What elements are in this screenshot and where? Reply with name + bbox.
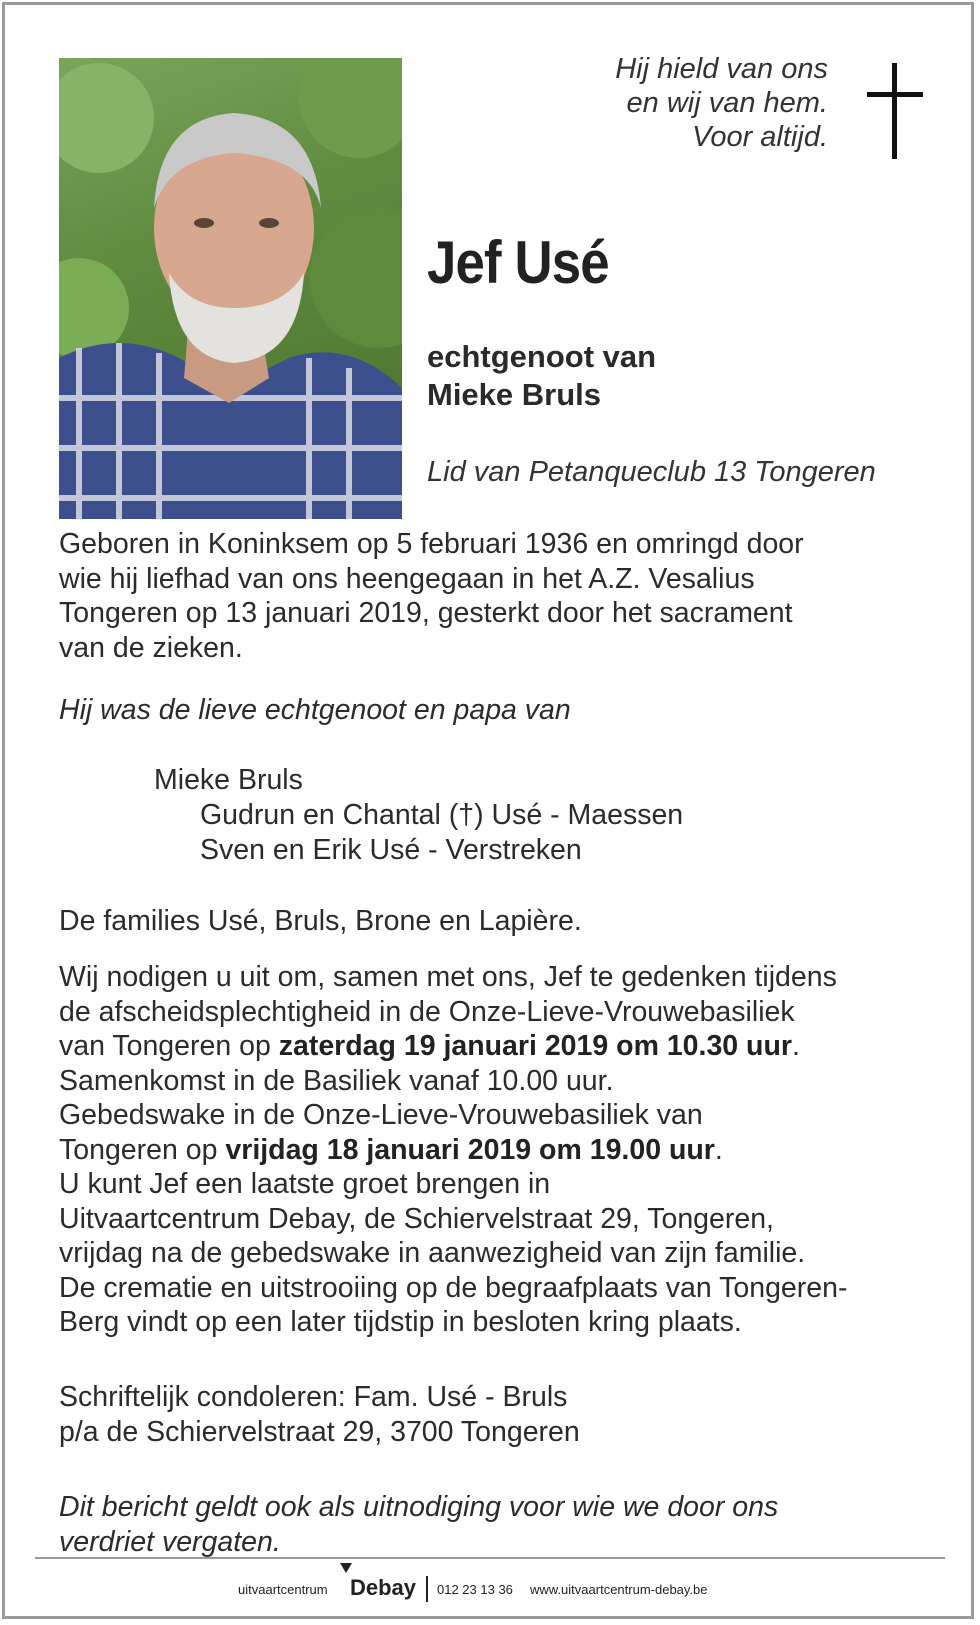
text-span: . — [714, 1133, 723, 1166]
club-membership: Lid van Petanqueclub 13 Tongeren — [427, 456, 876, 488]
cross-icon — [867, 63, 923, 159]
motto-line: Voor altijd. — [692, 121, 828, 153]
text-line: Uitvaartcentrum Debay, de Schiervelstraat 29, Tongeren, — [59, 1202, 774, 1235]
text-line: de afscheidsplechtigheid in de Onze-Lieve-Vrouwebasiliek — [59, 995, 795, 1028]
footer-divider — [35, 1557, 945, 1559]
text-line: Geboren in Koninksem op 5 februari 1936 en omringd door — [59, 528, 804, 560]
website-link[interactable]: www.uitvaartcentrum-debay.be — [530, 1582, 708, 1597]
ceremony-date: zaterdag 19 januari 2019 om 10.30 uur — [278, 1030, 792, 1062]
text-line: vrijdag na de gebedswake in aanwezigheid van zijn familie. — [59, 1237, 806, 1269]
text-span: Tongeren op — [59, 1133, 226, 1166]
portrait-photo — [59, 58, 402, 519]
spouse-block — [427, 338, 656, 414]
condolence-address — [59, 1380, 939, 1449]
text-line: Gebedswake in de Onze-Lieve-Vrouwebasiliek van — [59, 1099, 703, 1131]
text-line: verdriet vergaten. — [59, 1525, 281, 1558]
text-line: Schriftelijk condoleren: Fam. Usé - Bruls — [59, 1381, 568, 1413]
family-spouse: Mieke Bruls — [154, 764, 303, 796]
text-line: U kunt Jef een laatste groet brengen in — [59, 1168, 551, 1200]
brand-prefix: uitvaartcentrum — [238, 1582, 328, 1597]
family-child: Sven en Erik Usé - Verstreken — [200, 834, 582, 866]
footer-separator — [426, 1576, 428, 1602]
closing-note — [59, 1490, 939, 1559]
deceased-name: Jef Usé — [427, 229, 609, 296]
family-child: Gudrun en Chantal (†) Usé - Maessen — [200, 799, 684, 831]
motto — [615, 52, 828, 154]
brand-name: Debay — [350, 1575, 417, 1600]
triangle-icon — [340, 1563, 352, 1573]
motto-line: Hij hield van ons — [615, 53, 828, 85]
footer — [0, 1560, 980, 1600]
text-line: Samenkomst in de Basiliek vanaf 10.00 uur. — [59, 1064, 614, 1097]
text-line: De crematie en uitstrooiing op de begraafplaats van Tongeren- — [59, 1271, 848, 1304]
text-span: van Tongeren op — [59, 1030, 279, 1062]
text-line: Tongeren op 13 januari 2019, gesterkt door het sacrament — [59, 597, 793, 629]
spouse-line: echtgenoot van — [427, 339, 657, 374]
motto-line: en wij van hem. — [626, 87, 828, 119]
text-span: . — [791, 1030, 800, 1062]
text-line: p/a de Schiervelstraat 29, 3700 Tongeren — [59, 1415, 580, 1448]
text-line: van de zieken. — [59, 631, 243, 664]
families-line: De families Usé, Bruls, Brone en Lapière. — [59, 905, 582, 937]
text-line — [59, 1029, 939, 1064]
text-line: Wij nodigen u uit om, samen met ons, Jef te gedenken tijdens — [59, 961, 837, 993]
text-line — [59, 1133, 939, 1168]
wake-date: vrijdag 18 januari 2019 om 19.00 uur — [225, 1133, 715, 1166]
text-line: Dit bericht geldt ook als uitnodiging voor wie we door ons — [59, 1491, 779, 1523]
spouse-name: Mieke Bruls — [427, 377, 602, 412]
text-line: wie hij liefhad van ons heengegaan in het A.Z. Vesalius — [59, 562, 755, 595]
family-intro: Hij was de lieve echtgenoot en papa van — [59, 694, 571, 726]
phone-number: 012 23 13 36 — [437, 1582, 513, 1597]
invitation-paragraph — [59, 960, 939, 1340]
text-line: Berg vindt op een later tijdstip in besloten kring plaats. — [59, 1306, 742, 1338]
birth-paragraph — [59, 527, 939, 665]
